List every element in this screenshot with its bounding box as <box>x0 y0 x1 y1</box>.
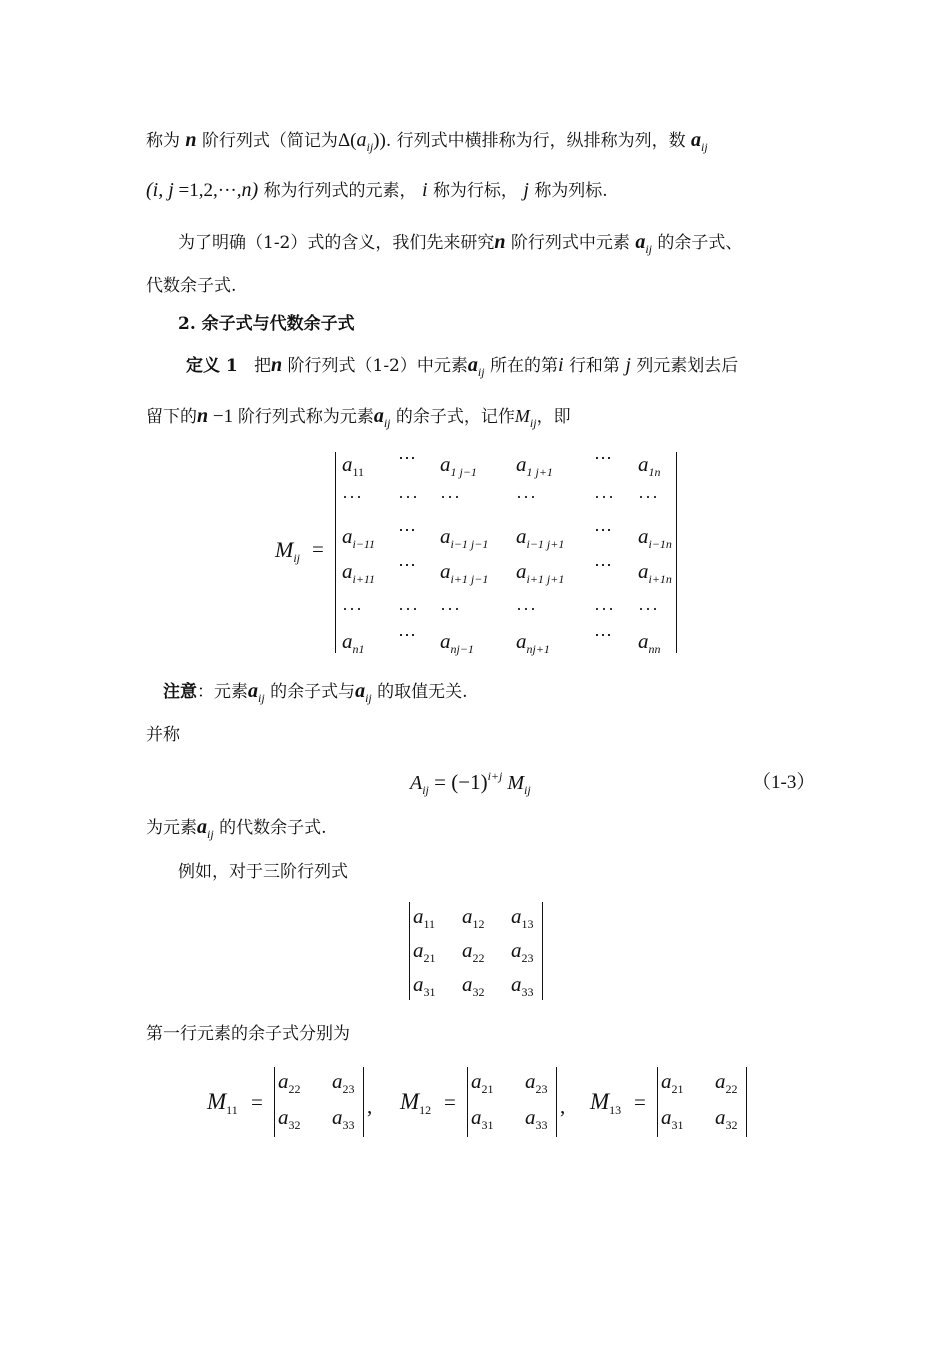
comma-separator: , <box>367 1094 373 1118</box>
matrix-entry: $a_{22}$ <box>462 938 485 965</box>
matrix-entry: $a_{1n}$ <box>638 452 661 479</box>
matrix-entry: ⋯ <box>398 625 417 645</box>
definition-line-1: 定义 1 把n 阶行列式（1-2）中元素$a_{ij}$ 所在的第i 行和第 j 列元素划去后 <box>186 354 739 379</box>
bing-line: 并称 <box>146 725 180 745</box>
minor-determinant-2x2 <box>657 1067 747 1137</box>
example-line: 例如，对于三阶行列式 <box>178 862 348 882</box>
matrix-entry: ··· <box>516 599 537 619</box>
equals-sign: = <box>634 1090 646 1114</box>
matrix-entry: ··· <box>398 487 419 507</box>
minor-determinant-2x2 <box>274 1067 364 1137</box>
matrix-entry: $a_{32}$ <box>462 972 485 999</box>
matrix-entry: $a_{n1}$ <box>342 629 365 656</box>
matrix-entry: ⋯ <box>594 520 613 540</box>
note-line: 注意：元素$a_{ij}$ 的余子式与$a_{ij}$ 的取值无关. <box>163 680 468 705</box>
matrix-entry: $a_{22}$ <box>715 1069 738 1096</box>
matrix-entry: $a_{i+1n}$ <box>638 559 672 586</box>
matrix-entry: $a_{23}$ <box>525 1069 548 1096</box>
matrix-entry: $a_{33}$ <box>332 1105 355 1132</box>
matrix-entry: $a_{nj+1}$ <box>516 629 550 656</box>
matrix-entry: ⋯ <box>594 555 613 575</box>
matrix-entry: $a_{33}$ <box>525 1105 548 1132</box>
matrix-entry: ⋯ <box>594 625 613 645</box>
matrix-entry: $a_{nn}$ <box>638 629 661 656</box>
matrix-entry: ⋯ <box>398 555 417 575</box>
matrix-entry: $a_{11}$ <box>413 904 436 931</box>
matrix-entry: $a_{31}$ <box>413 972 436 999</box>
matrix-entry: $a_{i-1 j+1}$ <box>516 524 565 551</box>
third-order-determinant <box>409 902 543 1000</box>
text-line-1: 称为 n 阶行列式（简记为$\Delta(a_{ij})$). 行列式中横排称为行，纵排称为列，数 $a_{ij}$ <box>146 129 708 154</box>
matrix-entry: $a_{21}$ <box>413 938 436 965</box>
matrix-entry: $a_{i+1 j-1}$ <box>440 559 489 586</box>
minor-determinant-2x2 <box>467 1067 557 1137</box>
minor-label: $M_{11}$ <box>207 1089 238 1117</box>
matrix-entry: ⋯ <box>398 448 417 468</box>
matrix-entry: $a_{i+1 j+1}$ <box>516 559 565 586</box>
matrix-entry: ··· <box>516 487 537 507</box>
matrix-entry: $a_{32}$ <box>715 1105 738 1132</box>
matrix-entry: ··· <box>638 487 659 507</box>
matrix-entry: ··· <box>440 487 461 507</box>
matrix-entry: ··· <box>440 599 461 619</box>
matrix-entry: $a_{nj-1}$ <box>440 629 474 656</box>
minor-label: $M_{13}$ <box>590 1089 622 1117</box>
matrix-entry: ··· <box>594 599 615 619</box>
matrix-entry: $a_{1 j+1}$ <box>516 452 553 479</box>
matrix-entry: $a_{11}$ <box>342 452 365 479</box>
matrix-entry: ··· <box>638 599 659 619</box>
minor-lhs: $M_{ij}$ <box>275 537 300 565</box>
first-row-line: 第一行元素的余子式分别为 <box>146 1024 350 1044</box>
equation-label: （1-3） <box>752 772 816 793</box>
equals-sign: = <box>444 1090 456 1114</box>
matrix-entry: $a_{32}$ <box>278 1105 301 1132</box>
matrix-entry: $a_{i-11}$ <box>342 524 376 551</box>
matrix-entry: ⋯ <box>398 520 417 540</box>
matrix-entry: $a_{31}$ <box>471 1105 494 1132</box>
cofactor-description: 为元素$a_{ij}$ 的代数余子式. <box>146 816 327 841</box>
matrix-entry: $a_{31}$ <box>661 1105 684 1132</box>
matrix-entry: $a_{i-1n}$ <box>638 524 672 551</box>
minor-equals: = <box>312 537 324 561</box>
matrix-entry: ··· <box>342 487 363 507</box>
matrix-entry: ··· <box>398 599 419 619</box>
matrix-entry: $a_{21}$ <box>471 1069 494 1096</box>
matrix-entry: ⋯ <box>594 448 613 468</box>
minor-label: $M_{12}$ <box>400 1089 432 1117</box>
definition-line-2: 留下的n −1 阶行列式称为元素$a_{ij}$ 的余子式，记作$M_{ij}$，即 <box>146 405 571 430</box>
section-heading: 2. 余子式与代数余子式 <box>178 314 355 334</box>
matrix-entry: $a_{33}$ <box>511 972 534 999</box>
matrix-entry: $a_{i+11}$ <box>342 559 376 586</box>
matrix-entry: $a_{13}$ <box>511 904 534 931</box>
cofactor-equation: $A_{ij} = (-1)^{i+j}$ $M_{ij}$ <box>410 769 531 797</box>
matrix-entry: ··· <box>594 487 615 507</box>
matrix-entry: $a_{23}$ <box>332 1069 355 1096</box>
text-line-4: 代数余子式. <box>146 276 237 296</box>
matrix-entry: $a_{1 j-1}$ <box>440 452 477 479</box>
equals-sign: = <box>251 1090 263 1114</box>
matrix-entry: $a_{23}$ <box>511 938 534 965</box>
matrix-entry: $a_{22}$ <box>278 1069 301 1096</box>
matrix-entry: $a_{i-1 j-1}$ <box>440 524 489 551</box>
matrix-entry: $a_{21}$ <box>661 1069 684 1096</box>
matrix-entry: ··· <box>342 599 363 619</box>
text-line-3: 为了明确（1-2）式的含义，我们先来研究n 阶行列式中元素 $a_{ij}$ 的余子式、 <box>178 231 743 256</box>
comma-separator: , <box>560 1094 566 1118</box>
matrix-entry: $a_{12}$ <box>462 904 485 931</box>
text-line-2: (i, j =1,2,···,n) 称为行列式的元素， i 称为行标， j 称为列标. <box>146 179 608 201</box>
minor-determinant <box>335 448 677 656</box>
